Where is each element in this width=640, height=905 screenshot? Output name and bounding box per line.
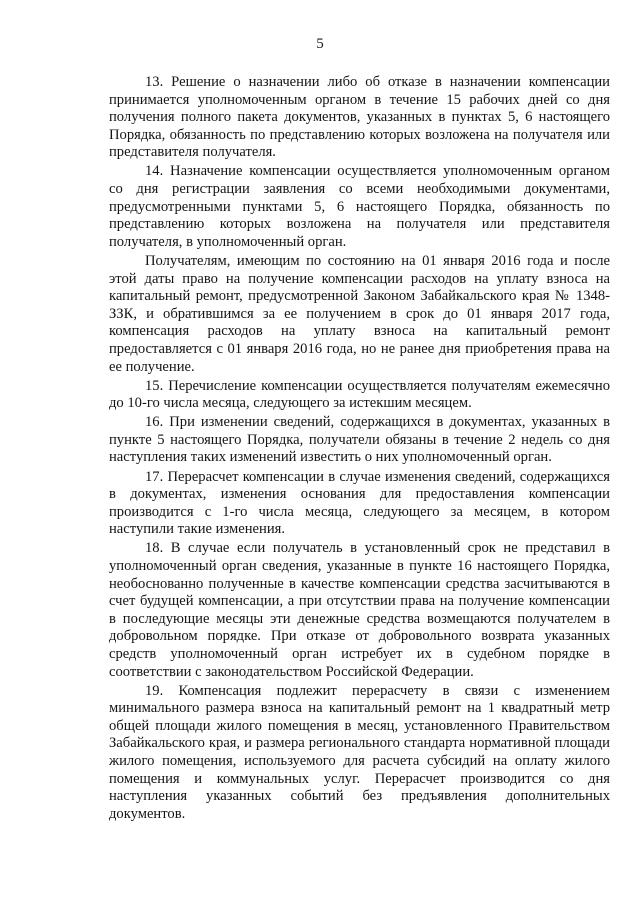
paragraph-19: 19. Компенсация подлежит перерасчету в связи с изменением минимального размера взноса на капитальный ремонт на 1 квадратный метр общей площади жилого помещения в месяц, установленного Правительством Забайкальского края, и размера регионального стандарта нормативной площади жилого помещения, используемого для расчета субсидий на оплату жилого помещения и коммунальных услуг. Перерасчет производится со дня наступления указанных событий без предъявления дополнительных документов. <box>109 682 610 822</box>
paragraph-17: 17. Перерасчет компенсации в случае изменения сведений, содержащихся в документах, изменения основания для предоставления компенсации производится с 1-го числа месяца, следующего за месяцем, в котором наступили такие изменения. <box>109 468 610 538</box>
page-number: 5 <box>316 36 324 52</box>
paragraph-14-recipients: Получателям, имеющим по состоянию на 01 января 2016 года и после этой даты право на получение компенсации расходов на уплату взноса на капитальный ремонт, предусмотренной Законом Забайкальского края № 1348-ЗЗК, и обратившимся за ее получением в срок до 01 января 2017 года, компенсация расходов на уплату взноса на капитальный ремонт предоставляется с 01 января 2016 года, но не ранее дня приобретения права на ее получение. <box>109 252 610 375</box>
paragraph-14: 14. Назначение компенсации осуществляется уполномоченным органом со дня регистрации заявления со всеми необходимыми документами, предусмотренными пунктами 5, 6 настоящего Порядка, обязанность по представлению которых возложена на получателя или представителя получателя, в уполномоченный орган. <box>109 163 610 250</box>
document-body <box>109 74 610 825</box>
paragraph-13: 13. Решение о назначении либо об отказе в назначении компенсации принимается уполномоченным органом в течение 15 рабочих дней со дня получения полного пакета документов, указанных в пунктах 5, 6 настоящего Порядка, обязанность по представлению которых возложена на получателя или представителя получателя. <box>109 74 610 161</box>
paragraph-16: 16. При изменении сведений, содержащихся в документах, указанных в пункте 5 настоящего Порядка, получатели обязаны в течение 2 недель со дня наступления таких изменений известить о них уполномоченный орган. <box>109 414 610 466</box>
paragraph-18: 18. В случае если получатель в установленный срок не представил в уполномоченный орган сведения, указанные в пункте 16 настоящего Порядка, необоснованно полученные в качестве компенсации средства засчитываются в счет будущей компенсации, а при отсутствии права на получение компенсации в последующие месяцы эти денежные средства возмещаются получателем в добровольном порядке. При отказе от добровольного возврата указанных средств уполномоченный орган истребует их в судебном порядке в соответствии с законодательством Российской Федерации. <box>109 540 610 680</box>
paragraph-15: 15. Перечисление компенсации осуществляется получателям ежемесячно до 10-го числа месяца, следующего за истекшим месяцем. <box>109 377 610 412</box>
